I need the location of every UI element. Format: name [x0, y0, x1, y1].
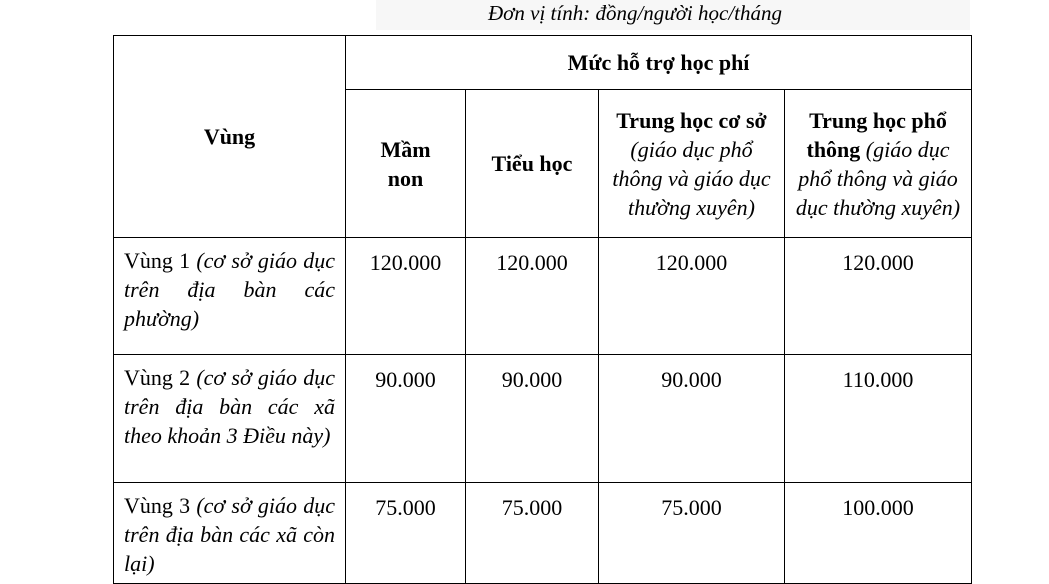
column-header-label: Tiểu học	[491, 151, 573, 176]
column-header-preschool	[346, 90, 466, 238]
column-header-upper-secondary	[785, 90, 972, 238]
column-header-note: (giáo dục phổ thông và giáo dục thường xuyên)	[612, 136, 771, 220]
table-row	[114, 483, 972, 584]
value-cell-upper-secondary: 120.000	[785, 238, 972, 355]
region-cell	[114, 355, 346, 483]
region-cell	[114, 483, 346, 584]
column-header-region: Vùng	[114, 36, 346, 238]
table-row	[114, 238, 972, 355]
value-cell-upper-secondary: 100.000	[785, 483, 972, 584]
table-header-row	[114, 36, 972, 90]
unit-note: Đơn vị tính: đồng/người học/tháng	[376, 0, 970, 30]
value-cell-preschool: 120.000	[346, 238, 466, 355]
value-cell-upper-secondary: 110.000	[785, 355, 972, 483]
column-header-label: Trung học cơ sở	[616, 107, 767, 133]
column-header-label: Mầm non	[380, 136, 431, 191]
column-header-label: Trung học phổ thông	[806, 107, 947, 162]
region-note: (cơ sở giáo dục trên địa bàn các xã còn lại)	[124, 493, 335, 576]
column-header-lower-secondary	[599, 90, 785, 238]
region-note: (cơ sở giáo dục trên địa bàn các xã theo khoản 3 Điều này)	[124, 365, 335, 448]
value-cell-lower-secondary: 120.000	[599, 238, 785, 355]
value-cell-primary: 90.000	[466, 355, 599, 483]
region-name: Vùng 3	[124, 493, 191, 518]
value-cell-primary: 75.000	[466, 483, 599, 584]
column-header-primary	[466, 90, 599, 238]
value-cell-lower-secondary: 90.000	[599, 355, 785, 483]
value-cell-lower-secondary: 75.000	[599, 483, 785, 584]
tuition-support-table	[113, 35, 972, 584]
region-cell	[114, 238, 346, 355]
value-cell-preschool: 90.000	[346, 355, 466, 483]
value-cell-preschool: 75.000	[346, 483, 466, 584]
column-header-note: (giáo dục phổ thông và giáo dục thường xuyên)	[795, 136, 961, 220]
region-name: Vùng 1	[124, 248, 191, 273]
region-note: (cơ sở giáo dục trên địa bàn các phường)	[124, 248, 335, 331]
value-cell-primary: 120.000	[466, 238, 599, 355]
region-name: Vùng 2	[124, 365, 191, 390]
column-group-header: Mức hỗ trợ học phí	[346, 36, 972, 90]
table-row	[114, 355, 972, 483]
